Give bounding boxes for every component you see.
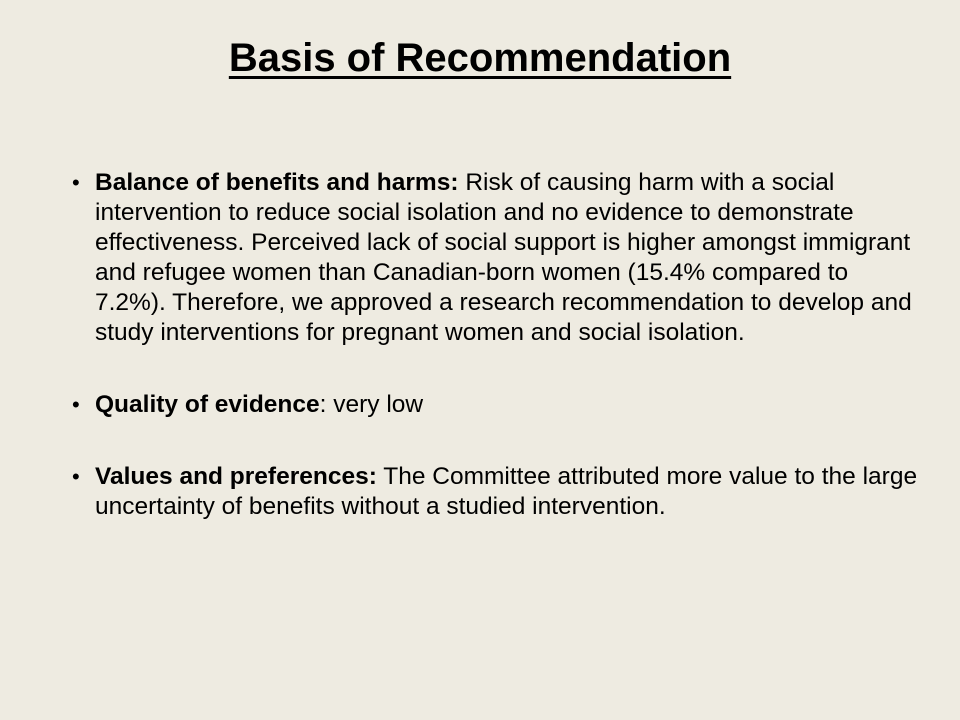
bullet-text: : very low	[319, 391, 424, 418]
bullet-text: The Committee attributed more value to the large uncertainty of benefits without a studied intervention.	[95, 463, 918, 520]
slide-title: Basis of Recommendation	[228, 36, 732, 80]
bullet-label: Balance of benefits and harms:	[95, 169, 459, 196]
bullet-list	[72, 168, 922, 564]
bullet-dot-icon: •	[72, 170, 80, 195]
bullet-label: Quality of evidence	[95, 391, 320, 418]
bullet-quality-of-evidence	[72, 390, 922, 420]
bullet-balance-of-benefits	[72, 168, 922, 348]
bullet-dot-icon: •	[72, 464, 80, 489]
bullet-text: Risk of causing harm with a social intervention to reduce social isolation and no evidence to demonstrate effectiveness. Perceived lack of social support is higher amongst immigrant and refugee women than Canadian-born women (15.4% compared to 7.2%). Therefore, we approved a research recommendation to develop and study interventions for pregnant women and social isolation.	[95, 169, 912, 346]
bullet-label: Values and preferences:	[95, 463, 377, 490]
bullet-values-and-preferences	[72, 462, 922, 522]
bullet-dot-icon: •	[72, 392, 80, 417]
